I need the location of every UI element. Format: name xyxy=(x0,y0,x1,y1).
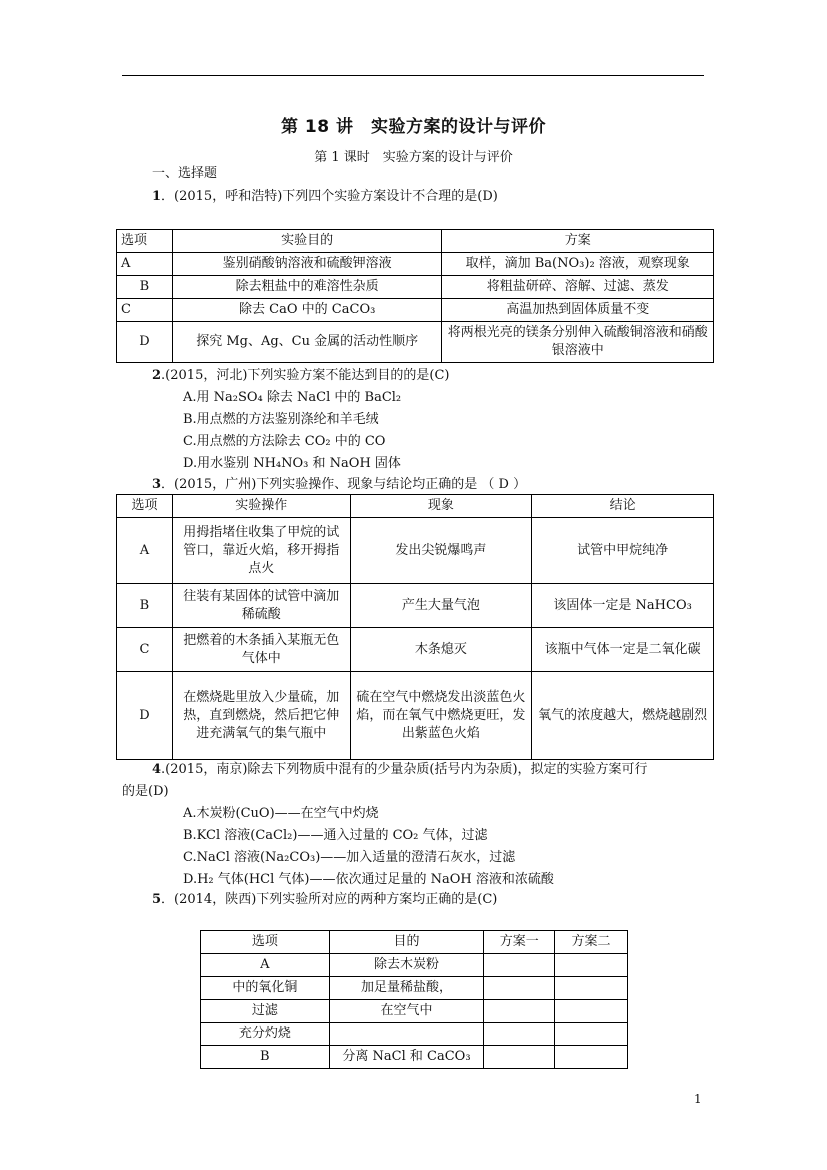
table-cell: 中的氧化铜 xyxy=(201,977,330,1000)
table-cell xyxy=(484,1000,555,1023)
table-header: 方案 xyxy=(442,230,714,253)
table-cell: B xyxy=(201,1046,330,1069)
q1-stem xyxy=(152,188,498,206)
table-cell: 该固体一定是 NaHCO₃ xyxy=(532,584,714,628)
table-header: 选项 xyxy=(201,931,330,954)
q5-stem xyxy=(152,891,497,909)
table-row xyxy=(117,672,714,760)
q2-option-b: B.用点燃的方法鉴别涤纶和羊毛绒 xyxy=(183,412,379,427)
table-cell xyxy=(484,1023,555,1046)
page-subtitle: 第 1 课时 实验方案的设计与评价 xyxy=(314,150,513,165)
q5-number: 5 xyxy=(152,892,162,907)
table-cell: C xyxy=(117,628,173,672)
header-rule xyxy=(122,75,704,76)
table-row xyxy=(117,299,714,322)
table-header-row xyxy=(117,495,714,518)
table-cell: 该瓶中气体一定是二氧化碳 xyxy=(532,628,714,672)
table-cell: 充分灼烧 xyxy=(201,1023,330,1046)
table-cell xyxy=(555,954,628,977)
q4-stem xyxy=(152,761,648,779)
q1-number: 1 xyxy=(152,189,162,204)
q4-stem-cont: 的是(D) xyxy=(122,784,169,799)
table-cell: 分离 NaCl 和 CaCO₃ xyxy=(329,1046,484,1069)
table-cell: 将粗盐研碎、溶解、过滤、蒸发 xyxy=(442,276,714,299)
table-cell: 产生大量气泡 xyxy=(350,584,532,628)
table-cell: 取样，滴加 Ba(NO₃)₂ 溶液，观察现象 xyxy=(442,253,714,276)
table-header: 选项 xyxy=(117,230,173,253)
q4-option-d: D.H₂ 气体(HCl 气体)——依次通过足量的 NaOH 溶液和浓硫酸 xyxy=(183,872,554,887)
table-row xyxy=(201,1000,628,1023)
q2-option-a: A.用 Na₂SO₄ 除去 NaCl 中的 BaCl₂ xyxy=(183,390,402,405)
table-row xyxy=(117,518,714,584)
page-title: 第 18 讲 实验方案的设计与评价 xyxy=(281,117,546,137)
q5-stem-text: ．(2014，陕西)下列实验所对应的两种方案均正确的是(C) xyxy=(161,892,498,907)
table-header: 现象 xyxy=(350,495,532,518)
table-cell: 探究 Mg、Ag、Cu 金属的活动性顺序 xyxy=(172,322,442,363)
q4-option-c: C.NaCl 溶液(Na₂CO₃)——加入适量的澄清石灰水，过滤 xyxy=(183,850,516,865)
table-cell: 加足量稀盐酸， xyxy=(329,977,484,1000)
q4-number: 4 xyxy=(152,762,162,777)
table-header: 方案一 xyxy=(484,931,555,954)
table-cell: 过滤 xyxy=(201,1000,330,1023)
table-header: 方案二 xyxy=(555,931,628,954)
q5-table xyxy=(200,930,628,1069)
table-cell: 试管中甲烷纯净 xyxy=(532,518,714,584)
table-row xyxy=(201,1046,628,1069)
table-cell: 除去 CaO 中的 CaCO₃ xyxy=(172,299,442,322)
table-cell: 除去粗盐中的难溶性杂质 xyxy=(172,276,442,299)
table-cell: 把燃着的木条插入某瓶无色气体中 xyxy=(172,628,350,672)
page-number: 1 xyxy=(694,1092,702,1106)
q3-stem-text: ．(2015，广州)下列实验操作、现象与结论均正确的是 （ D ） xyxy=(161,477,527,492)
q2-number: 2 xyxy=(152,368,162,383)
table-cell: 硫在空气中燃烧发出淡蓝色火焰，而在氧气中燃烧更旺，发出紫蓝色火焰 xyxy=(350,672,532,760)
q3-stem xyxy=(152,476,526,494)
table-row xyxy=(117,322,714,363)
table-cell: C xyxy=(117,299,173,322)
table-header-row xyxy=(201,931,628,954)
q2-option-d: D.用水鉴别 NH₄NO₃ 和 NaOH 固体 xyxy=(183,456,401,471)
table-cell xyxy=(555,1000,628,1023)
table-row xyxy=(117,276,714,299)
q4-option-a: A.木炭粉(CuO)——在空气中灼烧 xyxy=(183,806,379,821)
table-cell: 高温加热到固体质量不变 xyxy=(442,299,714,322)
table-row xyxy=(201,954,628,977)
table-header-row xyxy=(117,230,714,253)
table-row xyxy=(117,584,714,628)
table-cell: 往装有某固体的试管中滴加稀硫酸 xyxy=(172,584,350,628)
table-cell: 木条熄灭 xyxy=(350,628,532,672)
table-header: 选项 xyxy=(117,495,173,518)
table-cell xyxy=(484,1046,555,1069)
table-cell: A xyxy=(201,954,330,977)
table-row xyxy=(201,977,628,1000)
table-row xyxy=(117,253,714,276)
q4-option-b: B.KCl 溶液(CaCl₂)——通入过量的 CO₂ 气体，过滤 xyxy=(183,828,488,843)
table-cell: A xyxy=(117,253,173,276)
q1-stem-text: ．(2015，呼和浩特)下列四个实验方案设计不合理的是(D) xyxy=(161,189,498,204)
table-cell: A xyxy=(117,518,173,584)
table-header: 目的 xyxy=(329,931,484,954)
section-heading: 一、选择题 xyxy=(152,166,218,181)
table-cell xyxy=(484,954,555,977)
table-cell: 鉴别硝酸钠溶液和硫酸钾溶液 xyxy=(172,253,442,276)
table-cell: 发出尖锐爆鸣声 xyxy=(350,518,532,584)
table-header: 实验目的 xyxy=(172,230,442,253)
q4-stem-text: .(2015，南京)除去下列物质中混有的少量杂质(括号内为杂质)，拟定的实验方案可行 xyxy=(161,762,648,777)
q3-table xyxy=(116,494,714,760)
table-cell: B xyxy=(117,276,173,299)
table-cell: 除去木炭粉 xyxy=(329,954,484,977)
q2-stem xyxy=(152,367,450,385)
table-cell: 在空气中 xyxy=(329,1000,484,1023)
table-header: 实验操作 xyxy=(172,495,350,518)
table-cell xyxy=(555,1046,628,1069)
q1-table xyxy=(116,229,714,363)
table-cell: 用拇指堵住收集了甲烷的试管口，靠近火焰，移开拇指点火 xyxy=(172,518,350,584)
table-cell: D xyxy=(117,672,173,760)
table-row xyxy=(201,1023,628,1046)
table-cell xyxy=(555,1023,628,1046)
table-cell: B xyxy=(117,584,173,628)
table-header: 结论 xyxy=(532,495,714,518)
table-row xyxy=(117,628,714,672)
table-cell: 将两根光亮的镁条分别伸入硫酸铜溶液和硝酸银溶液中 xyxy=(442,322,714,363)
table-cell xyxy=(329,1023,484,1046)
q3-number: 3 xyxy=(152,477,162,492)
q2-stem-text: .(2015，河北)下列实验方案不能达到目的的是(C) xyxy=(161,368,450,383)
table-cell: 在燃烧匙里放入少量硫，加热，直到燃烧，然后把它伸进充满氧气的集气瓶中 xyxy=(172,672,350,760)
table-cell xyxy=(484,977,555,1000)
table-cell: 氧气的浓度越大，燃烧越剧烈 xyxy=(532,672,714,760)
table-cell xyxy=(555,977,628,1000)
table-cell: D xyxy=(117,322,173,363)
q2-option-c: C.用点燃的方法除去 CO₂ 中的 CO xyxy=(183,434,386,449)
